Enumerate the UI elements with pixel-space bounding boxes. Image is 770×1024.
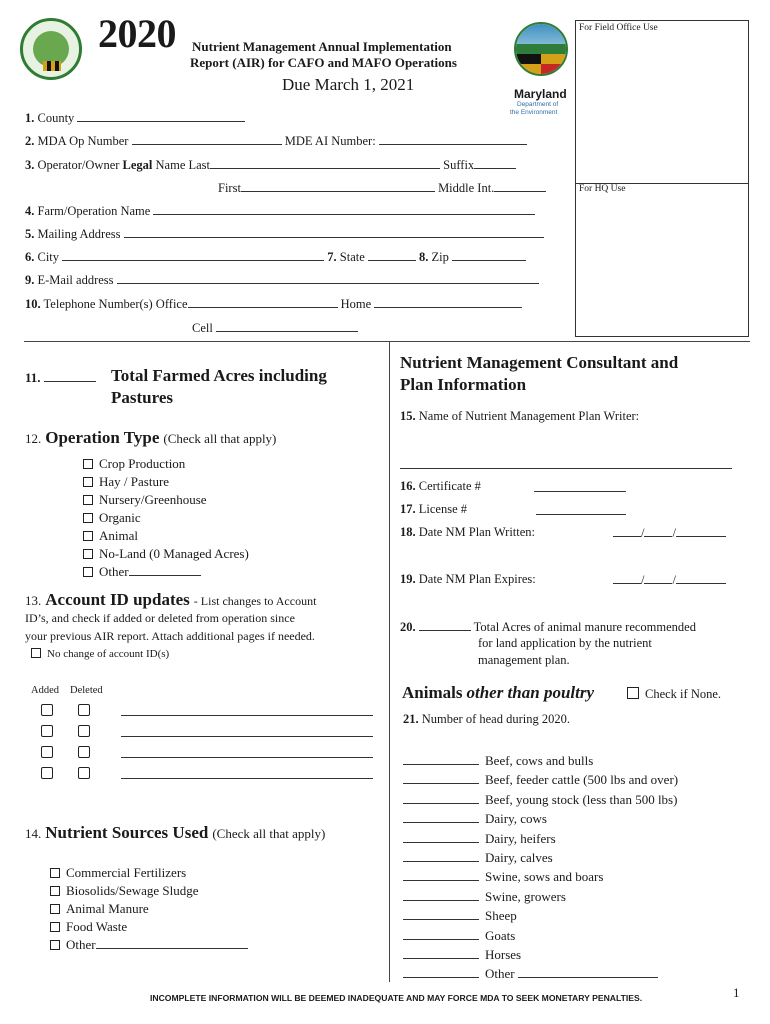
mde-ai-field[interactable] (379, 133, 527, 145)
nutrient-source-label: Other (66, 937, 96, 952)
operation-type-label: Animal (99, 528, 138, 543)
q15-row: 15. Name of Nutrient Management Plan Writer: (400, 409, 640, 423)
animal-label: Beef, cows and bulls (485, 753, 594, 768)
plan-writer-field[interactable] (400, 457, 732, 469)
total-acres-field[interactable] (44, 370, 96, 382)
deleted-label: Deleted (70, 685, 103, 696)
nutrient-source-item (50, 900, 248, 918)
mde-sub-1: Department of (517, 101, 559, 108)
head-count-field[interactable] (403, 908, 479, 920)
nutrient-source-label: Animal Manure (66, 901, 149, 916)
county-field[interactable] (77, 110, 245, 122)
county-row: 1. County (25, 110, 245, 126)
animal-row (403, 926, 678, 945)
mde-sub-2: the Environment (510, 109, 558, 116)
animal-list (403, 751, 678, 984)
animal-label: Dairy, cows (485, 811, 547, 827)
head-count-field[interactable] (403, 869, 479, 881)
head-count-field[interactable] (403, 850, 479, 862)
operation-type-item (83, 545, 249, 563)
deleted-checkbox[interactable] (78, 746, 90, 758)
deleted-checkbox[interactable] (78, 767, 90, 779)
no-change-checkbox[interactable] (31, 648, 41, 658)
other-animal-field[interactable] (518, 966, 658, 978)
account-id-field[interactable] (121, 725, 373, 737)
operation-type-checkbox[interactable] (83, 495, 93, 505)
nutrient-source-item (50, 918, 248, 936)
nutrient-source-item (50, 864, 248, 882)
account-id-field[interactable] (121, 767, 373, 779)
animal-row (403, 964, 678, 983)
nutrient-source-checkbox[interactable] (50, 904, 60, 914)
nutrient-source-checkbox[interactable] (50, 940, 60, 950)
nutrient-source-label: Biosolids/Sewage Sludge (66, 883, 199, 898)
operation-type-label: Organic (99, 510, 141, 525)
operation-type-checkbox[interactable] (83, 477, 93, 487)
license-field[interactable] (536, 503, 626, 515)
q19-row: 19. Date NM Plan Expires: (400, 572, 536, 586)
due-date: Due March 1, 2021 (282, 75, 415, 94)
animals-heading: Animals other than poultry (402, 683, 595, 702)
mailing-row: 5. Mailing Address (25, 226, 544, 242)
suffix-field[interactable] (474, 157, 516, 169)
head-count-field[interactable] (403, 966, 479, 978)
city-field[interactable] (62, 249, 324, 261)
nutrient-source-label: Food Waste (66, 919, 128, 934)
field-office-label: For Field Office Use (579, 23, 658, 33)
operator-row: 3. Operator/Owner Legal Name Last Suffix (25, 157, 516, 173)
operation-type-item (83, 563, 249, 581)
farm-name-row: 4. Farm/Operation Name (25, 203, 535, 219)
state-field[interactable] (368, 249, 416, 261)
first-name-field[interactable] (241, 180, 435, 192)
animal-row (403, 848, 678, 867)
q17-row: 17. License # (400, 502, 467, 516)
head-count-field[interactable] (403, 889, 479, 901)
nutrient-source-label: Commercial Fertilizers (66, 865, 187, 880)
q13-heading: 13. Account ID updates - List changes to Account (25, 590, 317, 609)
added-label: Added (31, 685, 59, 696)
office-phone-field[interactable] (188, 296, 338, 308)
animal-row (403, 945, 678, 964)
animal-label: Other (485, 966, 515, 982)
head-count-field[interactable] (403, 928, 479, 940)
head-count-field[interactable] (403, 947, 479, 959)
operation-type-list (83, 455, 249, 581)
date-written-field[interactable]: / / (613, 525, 726, 541)
animal-row (403, 906, 678, 925)
check-if-none-checkbox[interactable] (627, 687, 639, 699)
mde-name: Maryland (514, 87, 567, 101)
q20-row: 20. Total Acres of animal manure recommended (400, 620, 696, 634)
hq-label: For HQ Use (579, 184, 626, 194)
nutrient-source-item (50, 882, 248, 900)
head-count-field[interactable] (403, 792, 479, 804)
animal-label: Horses (485, 947, 522, 963)
q14-heading: 14. Nutrient Sources Used (Check all that apply) (25, 823, 326, 842)
account-id-field[interactable] (121, 746, 373, 758)
last-name-field[interactable] (210, 157, 440, 169)
column-divider (389, 342, 390, 982)
operation-type-item (83, 455, 249, 473)
deleted-checkbox[interactable] (78, 704, 90, 716)
account-id-field[interactable] (121, 704, 373, 716)
other-source-field[interactable] (96, 937, 248, 949)
nutrient-source-item (50, 936, 248, 954)
operation-type-item (83, 509, 249, 527)
animal-label: Sheep (485, 908, 517, 924)
nutrient-source-checkbox[interactable] (50, 922, 60, 932)
certificate-field[interactable] (534, 480, 626, 492)
page-number: 1 (733, 985, 740, 1000)
animal-row (403, 867, 678, 886)
q20-line-2: for land application by the nutrient (478, 636, 652, 650)
animal-row (403, 809, 678, 828)
no-change-row: No change of account ID(s) (31, 648, 169, 660)
operation-type-item (83, 473, 249, 491)
added-checkbox[interactable] (41, 704, 53, 716)
date-expires-field[interactable]: / / (613, 572, 726, 588)
hq-box (575, 182, 749, 337)
operation-type-label: Hay / Pasture (99, 474, 170, 489)
home-phone-field[interactable] (374, 296, 522, 308)
phone-row: 10. Telephone Number(s) Office Home (25, 296, 522, 312)
mda-logo (20, 18, 82, 80)
animal-row (403, 887, 678, 906)
q12-heading: 12. Operation Type (Check all that apply) (25, 428, 277, 447)
email-row: 9. E-Mail address (25, 272, 539, 288)
animal-label: Swine, growers (485, 888, 566, 904)
operation-type-label: Crop Production (99, 456, 186, 471)
operation-type-label: Other (99, 564, 129, 579)
animal-row (403, 751, 678, 770)
form-year: 2020 (98, 11, 176, 56)
zip-field[interactable] (452, 249, 526, 261)
operation-type-checkbox[interactable] (83, 513, 93, 523)
cell-phone-field[interactable] (216, 320, 358, 332)
email-field[interactable] (117, 272, 539, 284)
manure-acres-field[interactable] (419, 619, 471, 631)
animal-label: Goats (485, 927, 516, 943)
mailing-address-field[interactable] (124, 226, 544, 238)
q11-number: 11. (25, 370, 96, 386)
city-row: 6. City 7. State 8. Zip (25, 249, 526, 265)
animal-row (403, 770, 678, 789)
animal-label: Dairy, heifers (485, 830, 556, 846)
mda-op-row: 2. MDA Op Number MDE AI Number: (25, 133, 527, 149)
q16-row: 16. Certificate # (400, 479, 481, 493)
nutrient-source-checkbox[interactable] (50, 868, 60, 878)
mda-op-field[interactable] (132, 133, 282, 145)
first-name-row: First Middle Int. (218, 180, 546, 196)
added-checkbox[interactable] (41, 725, 53, 737)
section-divider (24, 341, 750, 342)
head-count-field[interactable] (403, 811, 479, 823)
q20-line-3: management plan. (478, 653, 570, 667)
consultant-title: Nutrient Management Consultant and Plan Information (400, 353, 679, 394)
q21-row: 21. Number of head during 2020. (403, 712, 570, 726)
animal-label: Dairy, calves (485, 850, 553, 866)
operation-type-checkbox[interactable] (83, 459, 93, 469)
animal-row (403, 790, 678, 809)
other-operation-field[interactable] (129, 564, 201, 576)
field-office-box (575, 20, 749, 184)
mde-logo (514, 22, 568, 76)
animal-row (403, 829, 678, 848)
q11-label: Total Farmed Acres including Pastures (111, 366, 327, 407)
q13-line-2: ID’s, and check if added or deleted from operation since (25, 611, 295, 625)
farm-name-field[interactable] (153, 203, 535, 215)
head-count-field[interactable] (403, 772, 479, 784)
title-line-1: Nutrient Management Annual Implementation (192, 39, 452, 54)
title-line-2: Report (AIR) for CAFO and MAFO Operations (190, 55, 457, 70)
operation-type-label: No-Land (0 Managed Acres) (99, 546, 249, 561)
head-count-field[interactable] (403, 753, 479, 765)
q13-line-3: your previous AIR report. Attach additional pages if needed. (25, 629, 315, 643)
animal-label: Beef, feeder cattle (500 lbs and over) (485, 772, 679, 788)
animal-label: Swine, sows and boars (485, 869, 604, 885)
deleted-checkbox[interactable] (78, 725, 90, 737)
animal-label: Beef, young stock (less than 500 lbs) (485, 791, 678, 807)
operation-type-item (83, 491, 249, 509)
operation-type-checkbox[interactable] (83, 531, 93, 541)
middle-initial-field[interactable] (494, 180, 546, 192)
added-checkbox[interactable] (41, 767, 53, 779)
nutrient-source-checkbox[interactable] (50, 886, 60, 896)
operation-type-checkbox[interactable] (83, 549, 93, 559)
footer-warning: INCOMPLETE INFORMATION WILL BE DEEMED INADEQUATE AND MAY FORCE MDA TO SEEK MONETARY PENALTIES. (150, 993, 643, 1003)
nutrient-sources-list (50, 864, 248, 954)
check-if-none-row: Check if None. (627, 687, 721, 702)
operation-type-item (83, 527, 249, 545)
head-count-field[interactable] (403, 831, 479, 843)
operation-type-label: Nursery/Greenhouse (99, 492, 207, 507)
operation-type-checkbox[interactable] (83, 567, 93, 577)
q18-row: 18. Date NM Plan Written: (400, 525, 536, 539)
cell-row: Cell (192, 320, 358, 336)
added-checkbox[interactable] (41, 746, 53, 758)
